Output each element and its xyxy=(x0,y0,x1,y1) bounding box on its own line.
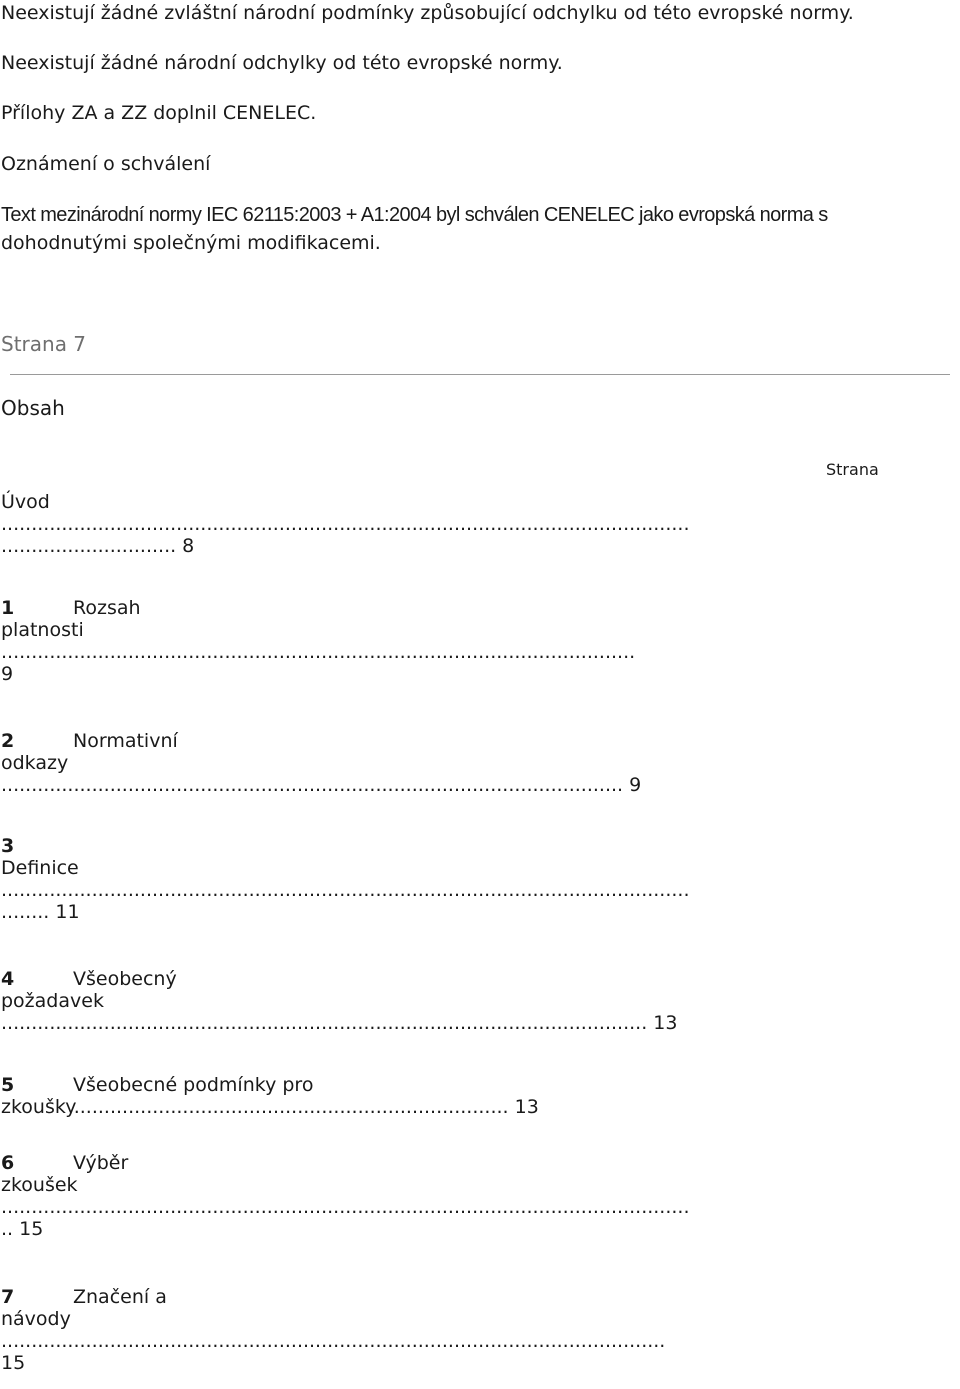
toc-entry-title-cont: návody xyxy=(1,1308,71,1330)
toc-entry-title-cont: požadavek xyxy=(1,990,104,1012)
toc-entry-title: Značení a xyxy=(73,1286,167,1308)
approval-heading: Oznámení o schválení xyxy=(1,153,211,175)
approval-text-line-2: dohodnutými společnými modifikacemi. xyxy=(1,232,381,254)
toc-entry-tail: .. 15 xyxy=(1,1218,44,1240)
toc-entry-leader: .............................................................................................................. xyxy=(1,1330,666,1352)
toc-entry-title-cont: odkazy xyxy=(1,752,69,774)
page-label: Strana 7 xyxy=(1,332,87,356)
toc-entry-number: 4 xyxy=(1,968,15,990)
toc-entry-leader: ....................................................................................................... 9 xyxy=(1,774,642,796)
toc-entry-leader: ........................................................................................................... 13 xyxy=(1,1012,678,1034)
page-divider xyxy=(10,374,950,375)
toc-entry-leader: .................................................................................................................. xyxy=(1,879,690,901)
toc-entry-3[interactable] xyxy=(1,835,960,923)
toc-entry-number: 5 xyxy=(1,1074,15,1096)
toc-entry-title: Definice xyxy=(1,857,79,879)
intro-line-3: Přílohy ZA a ZZ doplnil CENELEC. xyxy=(1,102,317,124)
toc-entry-title: Všeobecný xyxy=(73,968,177,990)
toc-entry-6[interactable] xyxy=(1,1152,960,1240)
toc-entry-uvod[interactable] xyxy=(1,491,960,557)
toc-entry-tail: ............................. 8 xyxy=(1,535,195,557)
toc-entry-title: Všeobecné podmínky pro xyxy=(73,1074,314,1096)
intro-line-1: Neexistují žádné zvláštní národní podmínky způsobující odchylku od této evropské normy. xyxy=(1,2,854,24)
toc-entry-title-cont: platnosti xyxy=(1,619,84,641)
intro-line-2: Neexistují žádné národní odchylky od této evropské normy. xyxy=(1,52,563,74)
toc-entry-title: Výběr xyxy=(73,1152,129,1174)
toc-entry-tail: ........ 11 xyxy=(1,901,80,923)
toc-entry-title: Normativní xyxy=(73,730,178,752)
toc-entry-title-cont: zkoušek xyxy=(1,1174,78,1196)
toc-entry-page: 15 xyxy=(1,1352,26,1374)
toc-entry-number: 1 xyxy=(1,597,15,619)
toc-entry-number: 6 xyxy=(1,1152,15,1174)
toc-entry-leader: .................................................................................................................. xyxy=(1,513,690,535)
toc-entry-title: Úvod xyxy=(1,491,50,513)
toc-entry-number: 7 xyxy=(1,1286,15,1308)
toc-entry-leader: .................................................................................................................. xyxy=(1,1196,690,1218)
toc-entry-4[interactable] xyxy=(1,968,960,1034)
toc-entry-1[interactable] xyxy=(1,597,953,685)
toc-entry-7[interactable] xyxy=(1,1286,943,1374)
toc-entry-5[interactable] xyxy=(1,1074,960,1118)
toc-entry-number: 2 xyxy=(1,730,15,752)
toc-title: Obsah xyxy=(1,396,65,420)
approval-text-line-1: Text mezinárodní normy IEC 62115:2003 + A1:2004 byl schválen CENELEC jako evropská norma s xyxy=(1,204,828,226)
toc-entry-2[interactable] xyxy=(1,730,960,796)
toc-entry-leader: ......................................................................................................... xyxy=(1,641,636,663)
toc-entry-title-cont: zkoušky........................................................................ 13 xyxy=(1,1096,539,1118)
toc-entry-number: 3 xyxy=(1,835,15,857)
toc-entry-title: Rozsah xyxy=(73,597,141,619)
toc-entry-page: 9 xyxy=(1,663,14,685)
toc-page-column-header: Strana xyxy=(826,460,879,479)
